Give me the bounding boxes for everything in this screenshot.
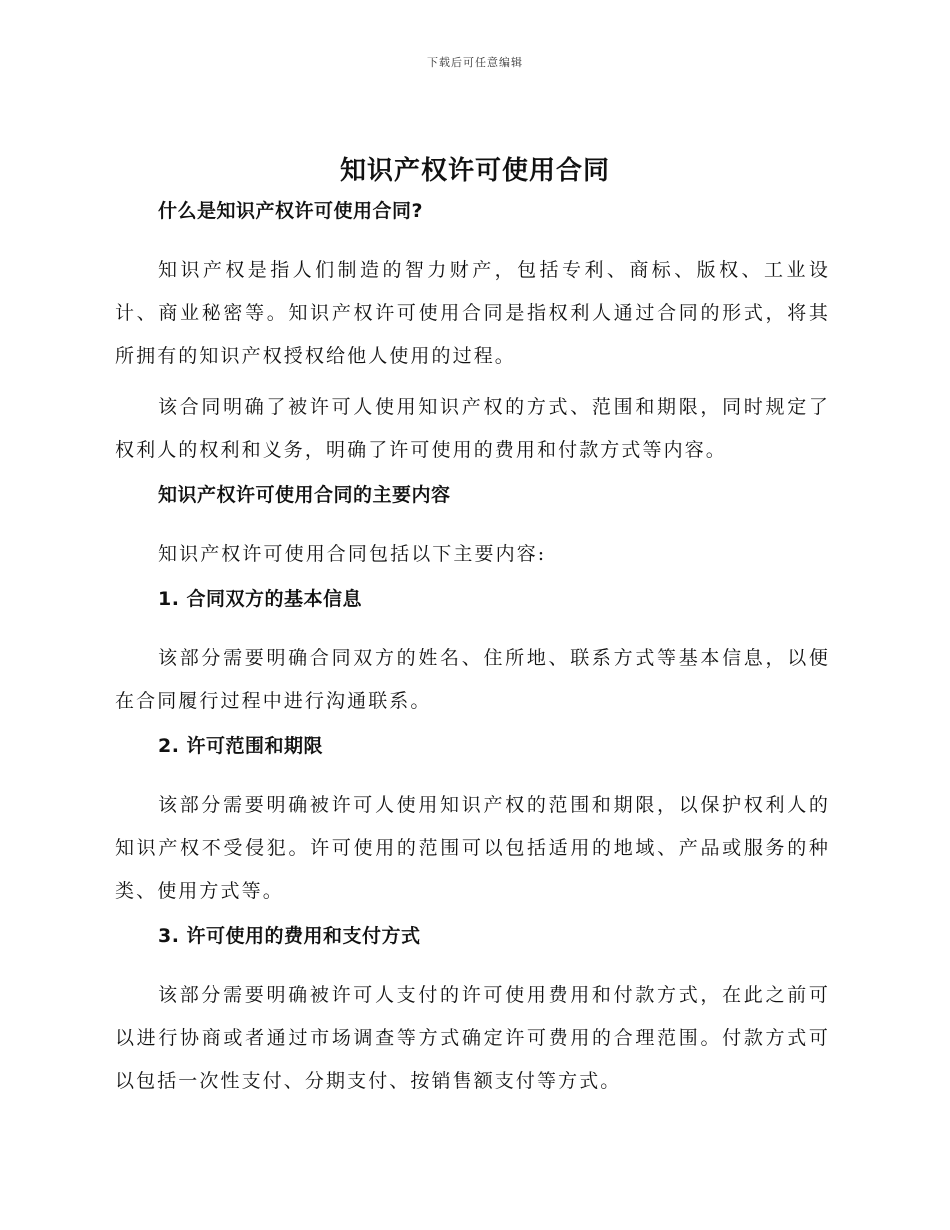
- paragraph: 该部分需要明确被许可人支付的许可使用费用和付款方式，在此之前可以进行协商或者通过市场调查等方式确定许可费用的合理范围。付款方式可以包括一次性支付、分期支付、按销售额支付等方式。: [115, 984, 830, 1092]
- paragraph: 知识产权许可使用合同包括以下主要内容:: [158, 543, 547, 565]
- section-heading: 2. 许可范围和期限: [158, 735, 324, 757]
- section-heading: 知识产权许可使用合同的主要内容: [158, 484, 451, 506]
- header-note: 下载后可任意编辑: [427, 56, 523, 69]
- paragraph: 知识产权是指人们制造的智力财产，包括专利、商标、版权、工业设计、商业秘密等。知识产权许可使用合同是指权利人通过合同的形式，将其所拥有的知识产权授权给他人使用的过程。: [115, 259, 830, 367]
- section-heading: 1. 合同双方的基本信息: [158, 588, 363, 610]
- paragraph: 该合同明确了被许可人使用知识产权的方式、范围和期限，同时规定了权利人的权利和义务，明确了许可使用的费用和付款方式等内容。: [115, 396, 830, 461]
- section-heading: 3. 许可使用的费用和支付方式: [158, 925, 421, 947]
- section-heading: 什么是知识产权许可使用合同?: [158, 200, 424, 222]
- paragraph: 该部分需要明确被许可人使用知识产权的范围和期限，以保护权利人的知识产权不受侵犯。许可使用的范围可以包括适用的地域、产品或服务的种类、使用方式等。: [115, 794, 830, 902]
- paragraph: 该部分需要明确合同双方的姓名、住所地、联系方式等基本信息，以便在合同履行过程中进行沟通联系。: [115, 647, 830, 712]
- document-body: [115, 196, 830, 1111]
- document-title: 知识产权许可使用合同: [339, 156, 610, 186]
